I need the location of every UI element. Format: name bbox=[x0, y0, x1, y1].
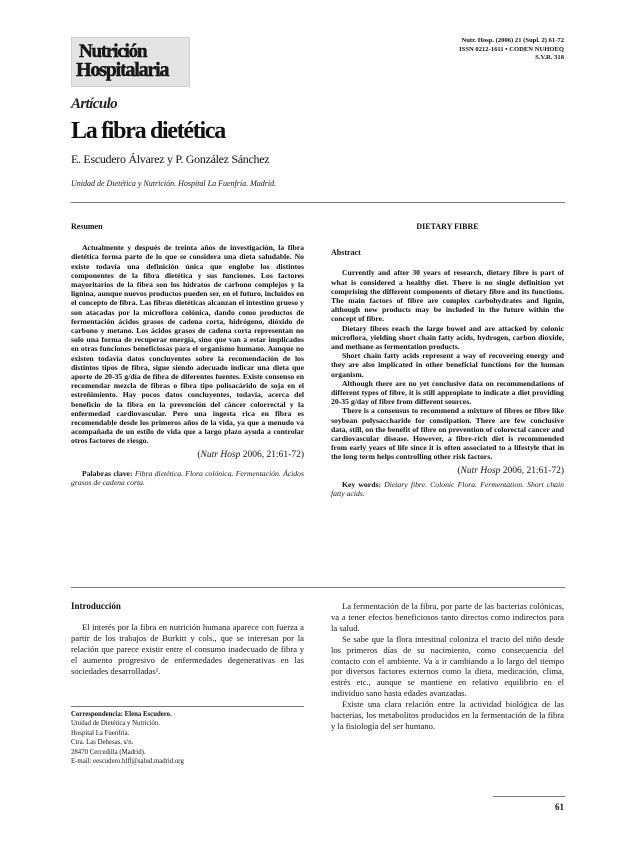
correspondence-name: Correspondencia: Elena Escudero. bbox=[71, 711, 172, 718]
abstract-divider bbox=[71, 587, 565, 588]
abstract-section-title: DIETARY FIBRE bbox=[416, 222, 479, 231]
introduccion-paragraph: El interés por la fibra en nutrición humana aparece con fuerza a partir de los trabajos de Burkitt y cols., que se interesan por la relación que parece existir entre el consumo inadecuado de fibra y el aumento progresivo de enfermedades degenerativas en las sociedades desarrolladas¹. bbox=[71, 621, 304, 676]
body-paragraph: La fermentación de la fibra, por parte de las bacterias colónicas, va a tener efectos beneficiosos tanto directos como indirectos para la salud. bbox=[331, 601, 564, 633]
logo-line-nutricion: Nutrición bbox=[79, 41, 147, 62]
correspondence-unit: Unidad de Dietética y Nutrición. bbox=[71, 720, 160, 728]
logo-line-hospitalaria: Hospitalaria bbox=[76, 59, 169, 81]
body-paragraph: Existe una clara relación entre la actividad biológica de las bacterias, los metabolitos producidos en la fermentación de la fibra y la fisiología del ser humano. bbox=[331, 699, 564, 731]
page-number: 61 bbox=[555, 802, 564, 812]
keywords-label: Key words: bbox=[342, 479, 382, 489]
article-title: La fibra dietética bbox=[71, 118, 225, 144]
abstract-section bbox=[331, 222, 564, 498]
correspondence-divider bbox=[71, 706, 304, 707]
abstract-heading: Abstract bbox=[331, 248, 361, 258]
header-divider bbox=[71, 202, 565, 203]
keywords-text: Fibra dietética. Flora colónica. Fermentación. Ácidos grasos de cadena corta. bbox=[71, 468, 304, 488]
resumen-heading: Resumen bbox=[71, 222, 103, 231]
body-paragraph: Se sabe que la flora intestinal coloniza el tracto del niño desde los primeros días de su nacimiento, como consecuencia del contacto con el ambiente. Va a ir cambiando a lo largo del tiempo por diversos factores externos como la dieta, medicación, clima, estrés etc., aunque se mantiene en relativo equilibrio en el individuo sano hasta edades avanzadas. bbox=[331, 633, 564, 699]
abstract-paragraph: Currently and after 30 years of research, dietary fibre is part of what is considered a healthy diet. There is no single definition yet comprising the different components of dietary fibre and its functions. The main factors of fibre are complex carbohydrates and lignin, although new products may be included in the future within the concept of fibre. bbox=[331, 268, 564, 324]
introduccion-heading: Introducción bbox=[71, 601, 121, 611]
abstract-citation: (Nutr Hosp 2006, 21:61-72) bbox=[457, 465, 564, 476]
article-type: Artículo bbox=[71, 96, 118, 112]
article-affiliation: Unidad de Dietética y Nutrición. Hospital La Fuenfría. Madrid. bbox=[71, 179, 277, 188]
journal-issn: ISSN 0212-1611 • CODEN NUHOEQ bbox=[459, 45, 564, 53]
correspondence-street: Ctra. Las Dehesas, s/n. bbox=[71, 739, 134, 747]
journal-svr: S.V.R. 318 bbox=[535, 54, 564, 62]
correspondence-hospital: Hospital La Fuenfría. bbox=[71, 729, 130, 737]
keywords-label: Palabras clave: bbox=[82, 468, 133, 478]
journal-logo bbox=[71, 37, 190, 87]
correspondence-block bbox=[71, 710, 304, 766]
resumen-citation: (Nutr Hosp 2006, 21:61-72) bbox=[197, 449, 304, 460]
keywords-text: Dietary fibre. Colonic Flora. Fermentation. Short chain fatty acids. bbox=[331, 479, 565, 499]
abstract-paragraph: There is a consensus to recommend a mixture of fibres or fibre like soybean polysaccharide for constipation. There are few conclusive data, still, on the benefit of fibre on prevention of colorectal cancer and cardiovascular disease. However, a fibre-rich diet is recommended from early years of life since it is often associated to a lifestyle that in the long term helps controlling other risk factors. bbox=[331, 406, 564, 462]
journal-reference bbox=[459, 37, 564, 63]
resumen-section bbox=[71, 222, 304, 487]
footer-divider bbox=[493, 796, 565, 797]
article-authors: E. Escudero Álvarez y P. González Sánchez bbox=[71, 152, 270, 166]
journal-citation: Nutr. Hosp. (2006) 21 (Supl. 2) 61-72 bbox=[461, 37, 564, 44]
introduccion-section bbox=[71, 601, 304, 676]
abstract-paragraph: Although there are no yet conclusive data on recommendations of different types of fibre, it is still appropiate to indicate a diet providing 20-35 g/day of fibre from different sources. bbox=[331, 378, 564, 407]
introduccion-continued bbox=[331, 601, 564, 732]
correspondence-email: E-mail: eescudero.hlff@salud.madrid.org bbox=[71, 758, 184, 766]
correspondence-city: 28470 Cercedilla (Madrid). bbox=[71, 748, 146, 756]
abstract-paragraph: Dietary fibres reach the large bowel and are attacked by colonic microflora, yielding short chain fatty acids, hydrogen, carbon dioxide, and methane as fermentation products. bbox=[331, 323, 564, 352]
abstract-paragraph: Short chain fatty acids represent a way of recovering energy and they are also implicated in other beneficial functions for the human organism. bbox=[331, 351, 564, 379]
abstract-keywords bbox=[331, 480, 564, 498]
resumen-paragraph: Actualmente y después de treinta años de investigación, la fibra dietética forma parte de lo que se considera una dieta saludable. No existe todavía una definición única que englobe los distintos componentes de la fibra dietética y sus funciones. Los factores mayoritarios de la fibra son los hidratos de carbono complejos y la lignina, aunque nuevos productos pueden ser, en el futuro, incluidos en el concepto de fibra. Las fibras dietéticas alcanzan el intestino grueso y son atacadas por la microflora colónica, dando como productos de fermentación ácidos grasos de cadena corta, hidrógeno, dióxido de carbono y metano. Los ácidos grasos de cadena corta representan no solo una forma de recuperar energía, sino que van a estar implicados en otras funciones beneficiosas para el organismo humano. Aunque no existen todavía datos concluyentes sobre la recomendación de los distintos tipos de fibra, sigue siendo adecuado indicar una dieta que aporte de 20-35 g/día de fibra de diferentes fuentes. Existe consenso en recomendar mezcla de fibras o fibra tipo polisacárido de soja en el estreñimiento. Hay pocos datos concluyentes, todavía, acerca del beneficio de la fibra en la prevención del cáncer colorrectal y la enfermedad cardiovascular. Pero una ingesta rica en fibra es recomendable desde los primeros años de la vida, ya que a menudo va acompañada de un estilo de vida que a largo plazo ayuda a controlar otros factores de riesgo. bbox=[71, 243, 304, 446]
resumen-keywords bbox=[71, 469, 304, 487]
